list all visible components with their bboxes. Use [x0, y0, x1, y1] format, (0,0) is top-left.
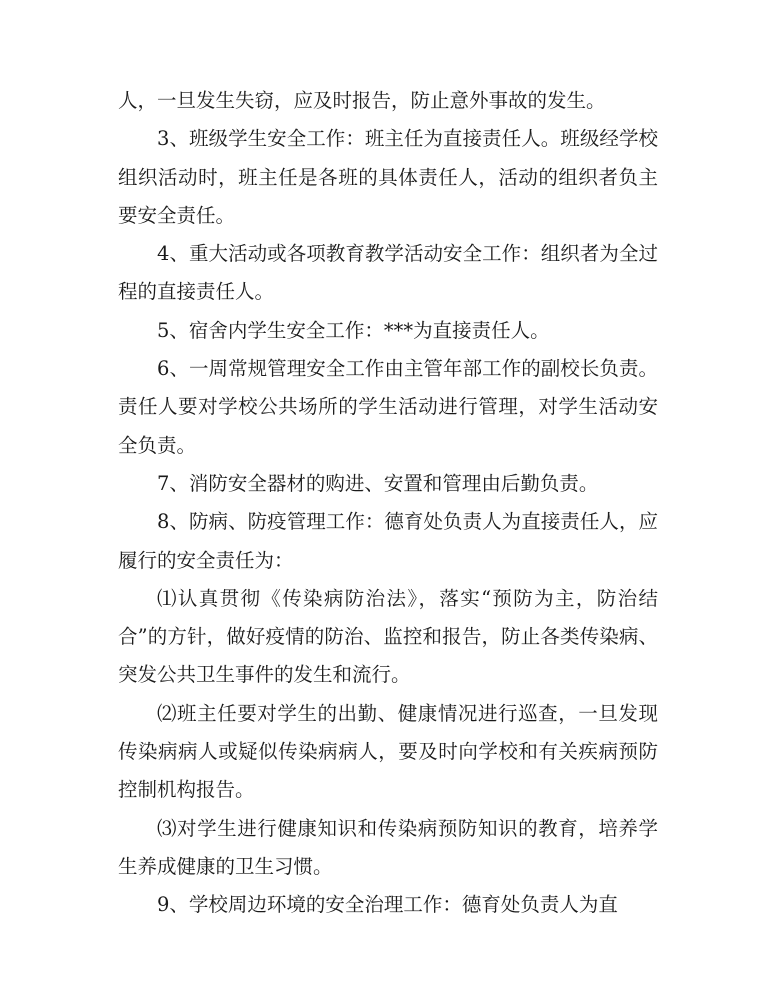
- paragraph-subitem-3: ⑶对学生进行健康知识和传染病预防知识的教育，培养学生养成健康的卫生习惯。: [118, 816, 658, 878]
- paragraph-item-4: 4、重大活动或各项教育教学活动安全工作：组织者为全过程的直接责任人。: [118, 242, 658, 304]
- paragraph-item-9: 9、学校周边环境的安全治理工作：德育处负责人为直: [157, 893, 618, 917]
- paragraph-item-3: 3、班级学生安全工作：班主任为直接责任人。班级经学校组织活动时，班主任是各班的具体责任人，活动的组织者负主要安全责任。: [118, 127, 658, 227]
- paragraph-subitem-1: ⑴认真贯彻《传染病防治法》，落实“预防为主，防治结合”的方针，做好疫情的防治、监控和报告，防止各类传染病、突发公共卫生事件的发生和流行。: [118, 586, 658, 687]
- paragraph-continuation: 人，一旦发生失窃，应及时报告，防止意外事故的发生。: [118, 89, 606, 112]
- paragraph-item-7: 7、消防安全器材的购进、安置和管理由后勤负责。: [157, 471, 599, 495]
- paragraph-subitem-2: ⑵班主任要对学生的出勤、健康情况进行巡查，一旦发现传染病病人或疑似传染病病人，要及时向学校和有关疾病预防控制机构报告。: [118, 701, 658, 802]
- paragraph-item-5: 5、宿舍内学生安全工作：***为直接责任人。: [157, 318, 550, 342]
- paragraph-item-6: 6、一周常规管理安全工作由主管年部工作的副校长负责。责任人要对学校公共场所的学生活动进行管理，对学生活动安全负责。: [118, 357, 658, 457]
- paragraph-item-8: 8、防病、防疫管理工作：德育处负责人为直接责任人，应履行的安全责任为：: [118, 510, 658, 572]
- document-body: [118, 82, 658, 925]
